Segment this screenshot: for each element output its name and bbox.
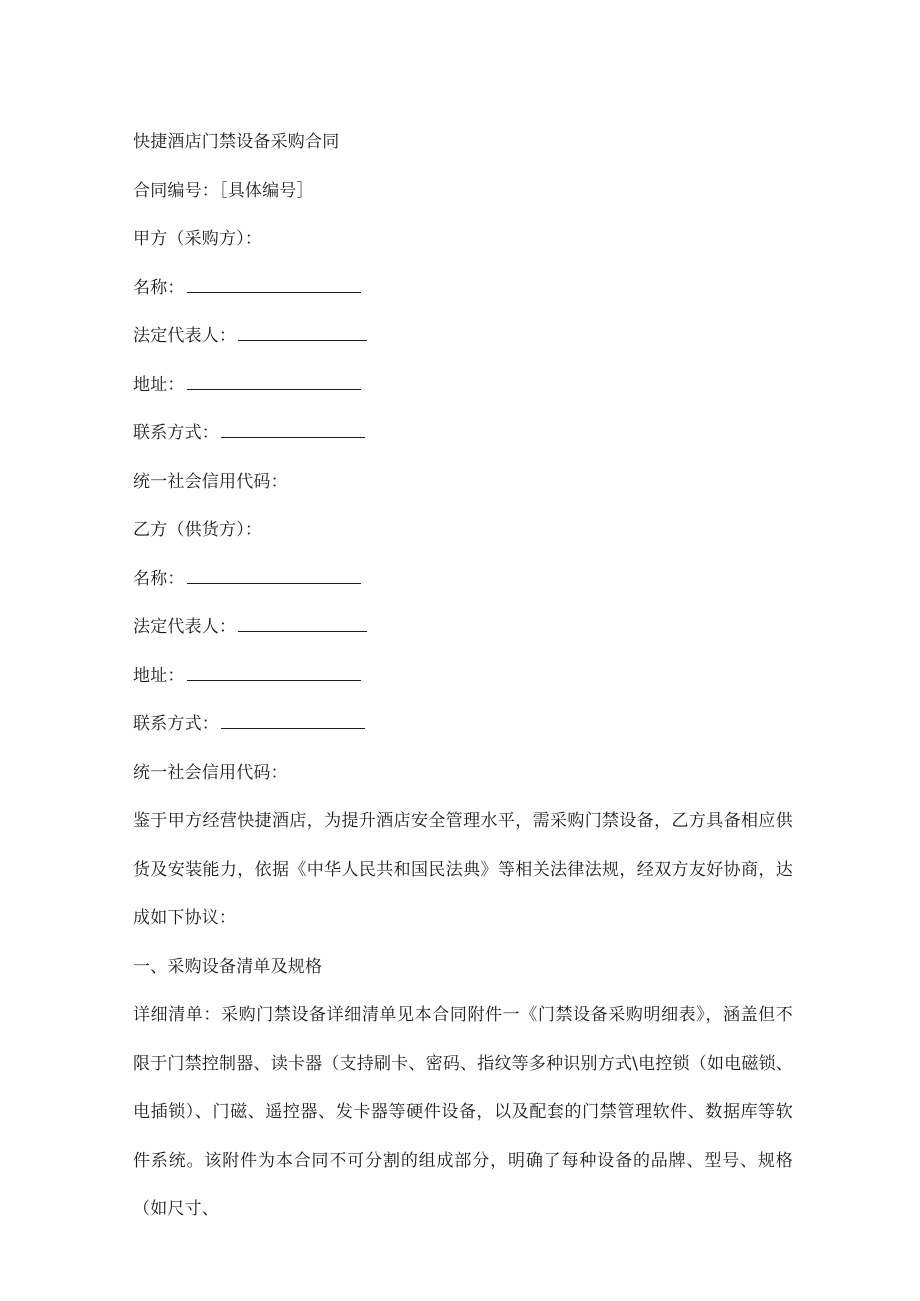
party-b-name-blank[interactable] <box>187 569 361 584</box>
party-b-rep-row <box>133 603 793 652</box>
document-title: 快捷酒店门禁设备采购合同 <box>133 132 340 152</box>
party-a-rep-label: 法定代表人： <box>133 326 237 346</box>
party-b-rep-blank[interactable] <box>238 617 367 632</box>
party-b-rep-label: 法定代表人： <box>133 617 237 637</box>
party-a-address-row <box>133 361 793 410</box>
party-b-address-row <box>133 652 793 701</box>
party-a-address-blank[interactable] <box>187 375 361 390</box>
party-b-name-label: 名称： <box>133 568 185 589</box>
contract-number: 合同编号：［具体编号］ <box>133 180 314 201</box>
party-b-heading: 乙方（供货方）： <box>133 520 263 540</box>
party-b-name-row <box>133 555 793 604</box>
contract-document <box>133 118 793 1234</box>
party-a-contact-blank[interactable] <box>221 423 365 438</box>
party-a-credit-code: 统一社会信用代码： <box>133 471 288 492</box>
party-b-contact-blank[interactable] <box>221 714 365 729</box>
party-b-contact-label: 联系方式： <box>133 714 219 734</box>
party-a-contact-row <box>133 409 793 458</box>
section-1-heading: 一、采购设备清单及规格 <box>133 956 323 977</box>
party-a-name-row <box>133 264 793 313</box>
party-a-name-blank[interactable] <box>187 278 361 293</box>
party-a-rep-row <box>133 312 793 361</box>
preamble-paragraph: 鉴于甲方经营快捷酒店，为提升酒店安全管理水平，需采购门禁设备，乙方具备相应供货及安装能力，依据《中华人民共和国民法典》等相关法律法规，经双方友好协商，达成如下协议： <box>133 811 793 928</box>
party-a-rep-blank[interactable] <box>238 326 367 341</box>
party-b-address-blank[interactable] <box>187 666 361 681</box>
party-a-contact-label: 联系方式： <box>133 423 219 443</box>
section-1-paragraph: 详细清单：采购门禁设备详细清单见本合同附件一《门禁设备采购明细表》，涵盖但不限于门禁控制器、读卡器（支持刷卡、密码、指纹等多种识别方式\电控锁（如电磁锁、电插锁）、门磁、遥控器、发卡器等硬件设备，以及配套的门禁管理软件、数据库等软件系统。该附件为本合同不可分割的组成部分，明确了每种设备的品牌、型号、规格（如尺寸、 <box>133 1005 793 1219</box>
party-a-address-label: 地址： <box>133 374 185 395</box>
party-b-address-label: 地址： <box>133 665 185 686</box>
party-b-credit-code: 统一社会信用代码： <box>133 762 288 783</box>
party-a-heading: 甲方（采购方）： <box>133 229 263 249</box>
party-b-contact-row <box>133 700 793 749</box>
party-a-name-label: 名称： <box>133 277 185 298</box>
